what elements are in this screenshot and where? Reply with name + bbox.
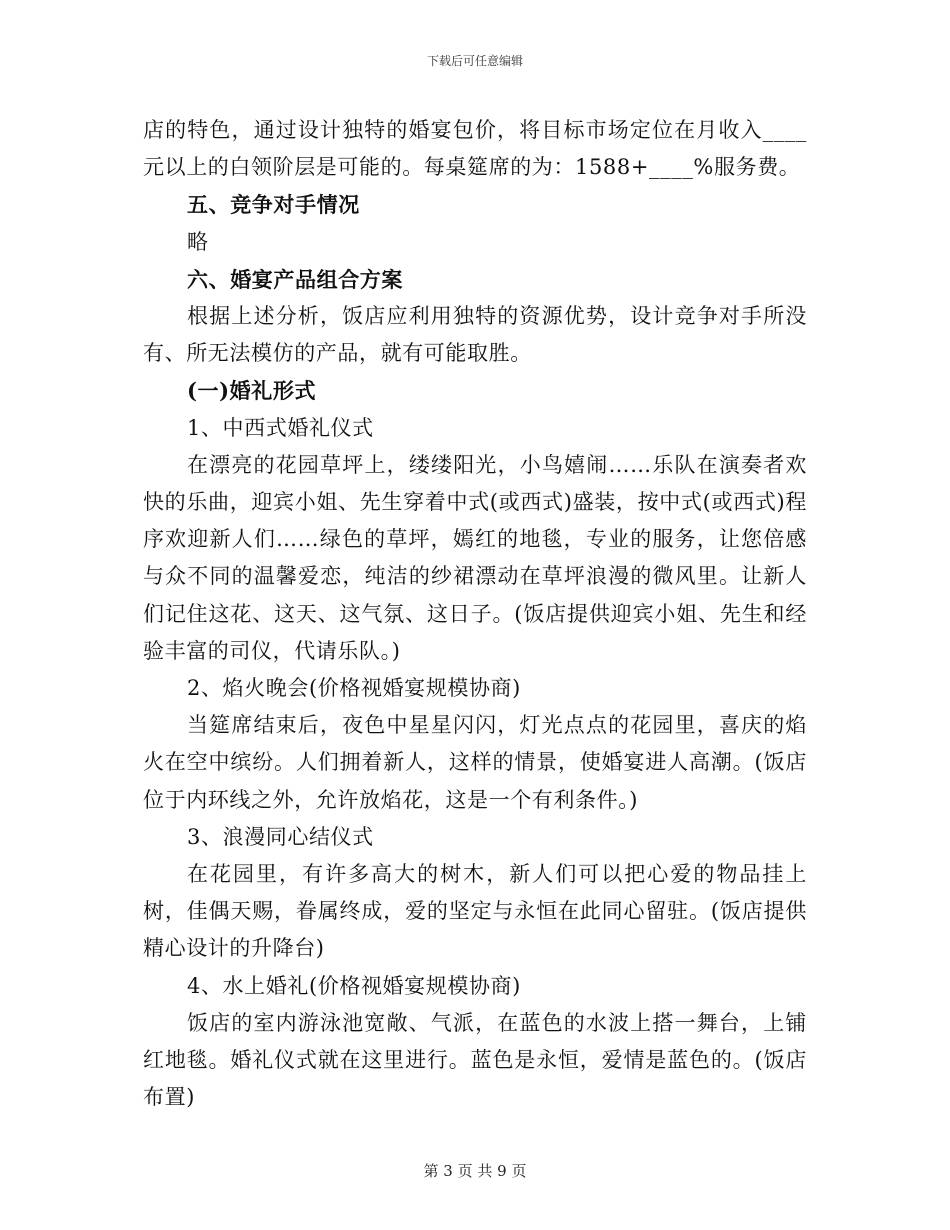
section-heading-product-plan: 六、婚宴产品组合方案 bbox=[187, 266, 403, 292]
paragraph-omitted: 略 bbox=[187, 229, 209, 254]
paragraph-analysis: 根据上述分析，饭店应利用独特的资源优势，设计竞争对手所没有、所无法模仿的产品，就有可能取胜。 bbox=[143, 304, 807, 366]
item-title-ceremony: 1、中西式婚礼仪式 bbox=[187, 415, 374, 440]
item-title-fireworks: 2、焰火晚会(价格视婚宴规模协商) bbox=[187, 676, 521, 701]
item-title-knot: 3、浪漫同心结仪式 bbox=[187, 824, 374, 849]
paragraph-continued: 店的特色，通过设计独特的婚宴包价，将目标市场定位在月收入____元以上的白领阶层是可能的。每桌筵席的为：1588+____%服务费。 bbox=[143, 118, 807, 180]
item-text-knot: 在花园里，有许多高大的树木，新人们可以把心爱的物品挂上树，佳偶天赐，眷属终成，爱的坚定与永恒在此同心留驻。(饭店提供精心设计的升降台) bbox=[143, 862, 807, 961]
item-text-fireworks: 当筵席结束后，夜色中星星闪闪，灯光点点的花园里，喜庆的焰火在空中缤纷。人们拥着新人，这样的情景，使婚宴进人高潮。(饭店位于内环线之外，允许放焰花，这是一个有利条件。) bbox=[143, 713, 807, 812]
item-text-water-wedding: 饭店的室内游泳池宽敞、气派，在蓝色的水波上搭一舞台，上铺红地毯。婚礼仪式就在这里进行。蓝色是永恒，爱情是蓝色的。(饭店布置) bbox=[143, 1010, 807, 1110]
item-text-ceremony: 在漂亮的花园草坪上，缕缕阳光，小鸟嬉闹……乐队在演奏者欢快的乐曲，迎宾小姐、先生穿着中式(或西式)盛装，按中式(或西式)程序欢迎新人们……绿色的草坪，嫣红的地毯，专业的服务，让您倍感与众不同的温馨爱恋，纯洁的纱裙漂动在草坪浪漫的微风里。让新人们记住这花、这天、这气氛、这日子。(饭店提供迎宾小姐、先生和经验丰富的司仪，代请乐队。) bbox=[143, 452, 807, 663]
page-header-note: 下载后可任意编辑 bbox=[426, 54, 523, 68]
section-heading-competitors: 五、竞争对手情况 bbox=[187, 192, 360, 218]
subsection-heading-wedding-forms: (一)婚礼形式 bbox=[187, 378, 317, 404]
document-body bbox=[143, 112, 807, 1116]
page-number: 第 3 页 共 9 页 bbox=[423, 1162, 527, 1180]
item-title-water-wedding: 4、水上婚礼(价格视婚宴规模协商) bbox=[187, 973, 521, 998]
